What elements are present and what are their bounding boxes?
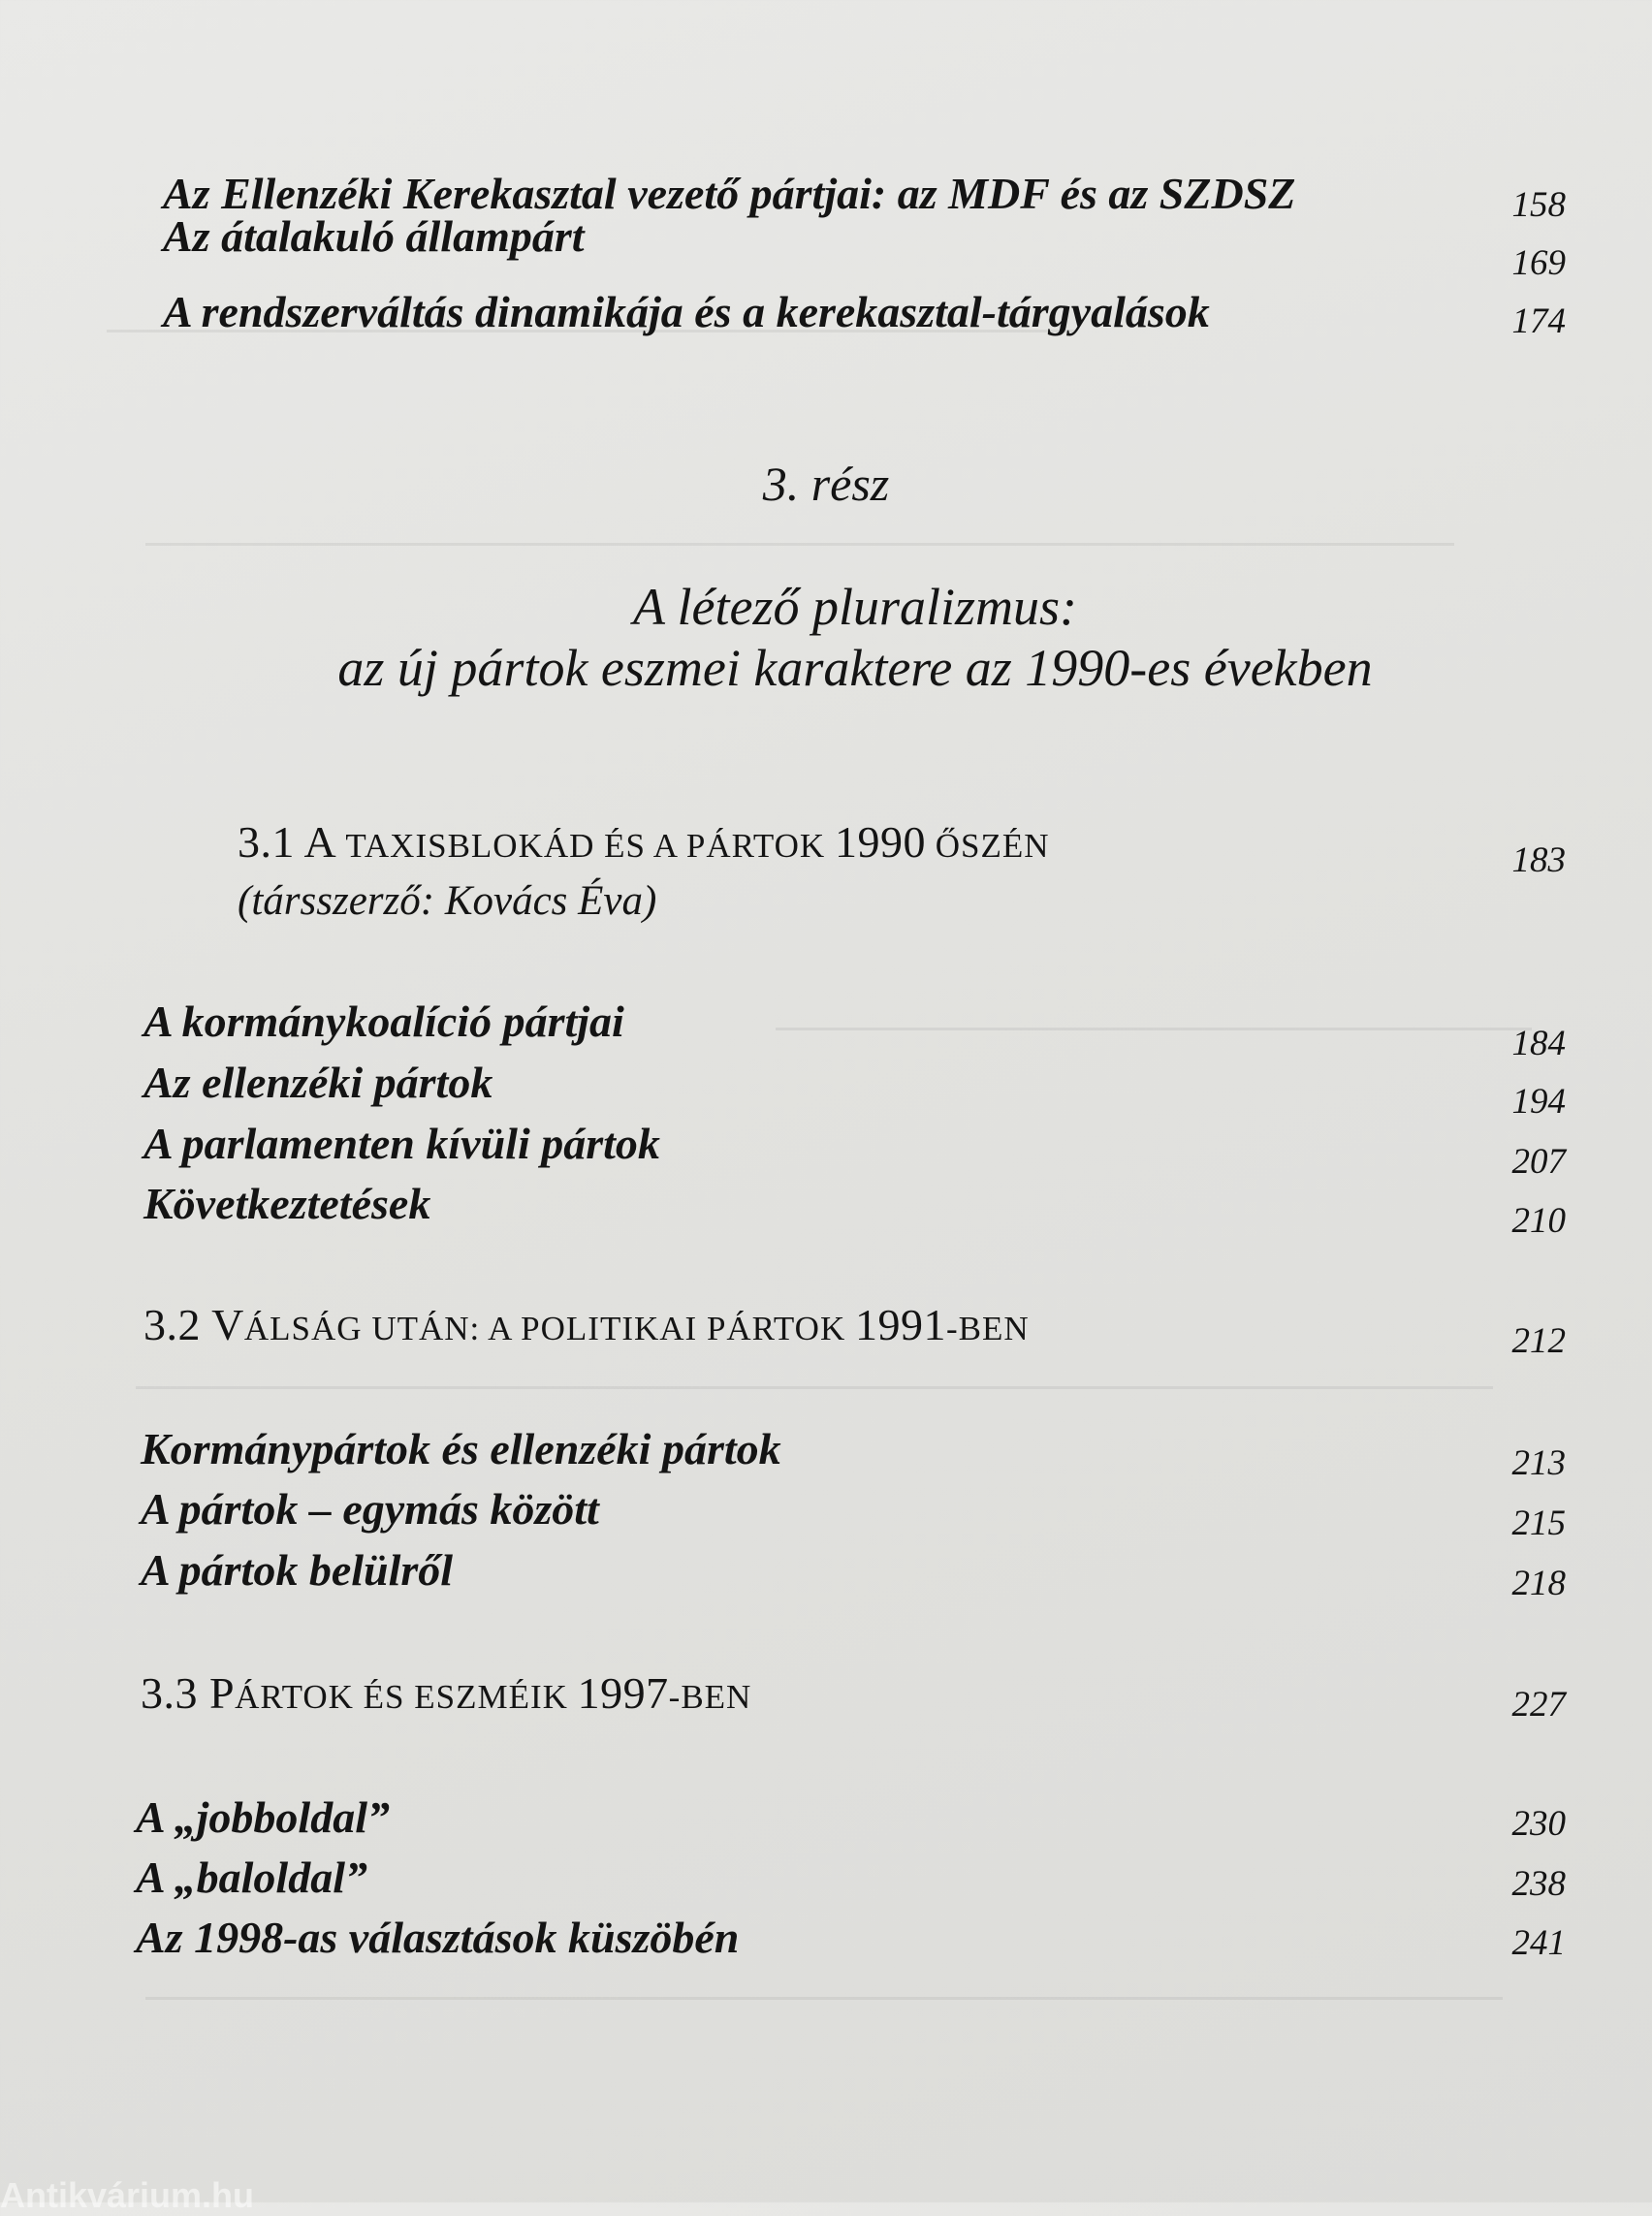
section-title-tail: -BEN	[668, 1678, 752, 1716]
section-heading-3-2[interactable]	[143, 1299, 1030, 1350]
section-title-tail: ŐSZÉN	[925, 827, 1050, 865]
toc-entry-page: 230	[1511, 1804, 1566, 1844]
toc-entry-title[interactable]: Az átalakuló állampárt	[163, 211, 585, 261]
section-year: 1991	[854, 1300, 946, 1349]
part-title-line1: A létező pluralizmus:	[633, 578, 1077, 636]
toc-entry-title[interactable]: Kormánypártok és ellenzéki pártok	[141, 1424, 781, 1473]
section-title-smallcaps: ÁRTOK ÉS ESZMÉIK	[235, 1678, 578, 1716]
section-initial: P	[209, 1668, 236, 1718]
toc-entry-page: 213	[1511, 1443, 1566, 1483]
watermark-text: Antikvárium.hu	[0, 2175, 255, 2215]
toc-entry-page: 184	[1511, 1024, 1566, 1063]
toc-entry-page: 218	[1511, 1564, 1566, 1603]
section-number: 3.2	[143, 1300, 201, 1349]
section-initial: V	[211, 1300, 244, 1349]
section-heading-3-3[interactable]	[141, 1667, 751, 1719]
part-label: 3. rész	[762, 457, 890, 511]
section-coauthor: (társszerző: Kovács Éva)	[238, 878, 657, 924]
toc-entry-title[interactable]: Következtetések	[143, 1179, 431, 1228]
section-year: 1997	[577, 1668, 669, 1718]
part-title-line2: az új pártok eszmei karaktere az 1990-es években	[337, 639, 1373, 697]
section-title-smallcaps: TAXISBLOKÁD ÉS A PÁRTOK	[336, 827, 835, 865]
section-number: 3.1	[238, 817, 295, 867]
toc-entry-page: 158	[1511, 185, 1566, 225]
section-initial: A	[303, 817, 337, 867]
toc-entry-title[interactable]: Az Ellenzéki Kerekasztal vezető pártjai: az MDF és az SZDSZ	[163, 169, 1296, 218]
toc-entry-page: 210	[1511, 1201, 1566, 1241]
section-title-smallcaps: ÁLSÁG UTÁN: A POLITIKAI PÁRTOK	[243, 1310, 855, 1347]
toc-entry-page: 194	[1511, 1082, 1566, 1122]
toc-entry-page: 215	[1511, 1504, 1566, 1543]
toc-entry-title[interactable]: Az 1998-as választások küszöbén	[136, 1913, 740, 1962]
toc-entry-page: 241	[1511, 1923, 1566, 1963]
section-title-tail: -BEN	[945, 1310, 1030, 1347]
toc-entry-title[interactable]: A pártok – egymás között	[141, 1484, 599, 1534]
section-page: 212	[1511, 1321, 1566, 1361]
section-page: 183	[1511, 840, 1566, 880]
toc-entry-page: 207	[1511, 1142, 1566, 1182]
section-year: 1990	[834, 817, 926, 867]
toc-entry-title[interactable]: A kormánykoalíció pártjai	[143, 997, 624, 1046]
toc-entry-title[interactable]: A rendszerváltás dinamikája és a kerekasztal-tárgyalások	[163, 287, 1210, 336]
toc-entry-title[interactable]: A parlamenten kívüli pártok	[143, 1119, 660, 1168]
toc-entry-page: 169	[1511, 243, 1566, 283]
section-heading-3-1[interactable]	[238, 816, 1049, 868]
toc-entry-page: 238	[1511, 1864, 1566, 1904]
section-number: 3.3	[141, 1668, 198, 1718]
toc-entry-page: 174	[1511, 301, 1566, 341]
toc-entry-title[interactable]: A „baloldal”	[136, 1852, 367, 1902]
toc-entry-title[interactable]: Az ellenzéki pártok	[143, 1058, 493, 1107]
toc-entry-title[interactable]: A pártok belülről	[141, 1545, 454, 1595]
section-page: 227	[1511, 1685, 1566, 1725]
toc-entry-title[interactable]: A „jobboldal”	[136, 1792, 390, 1842]
